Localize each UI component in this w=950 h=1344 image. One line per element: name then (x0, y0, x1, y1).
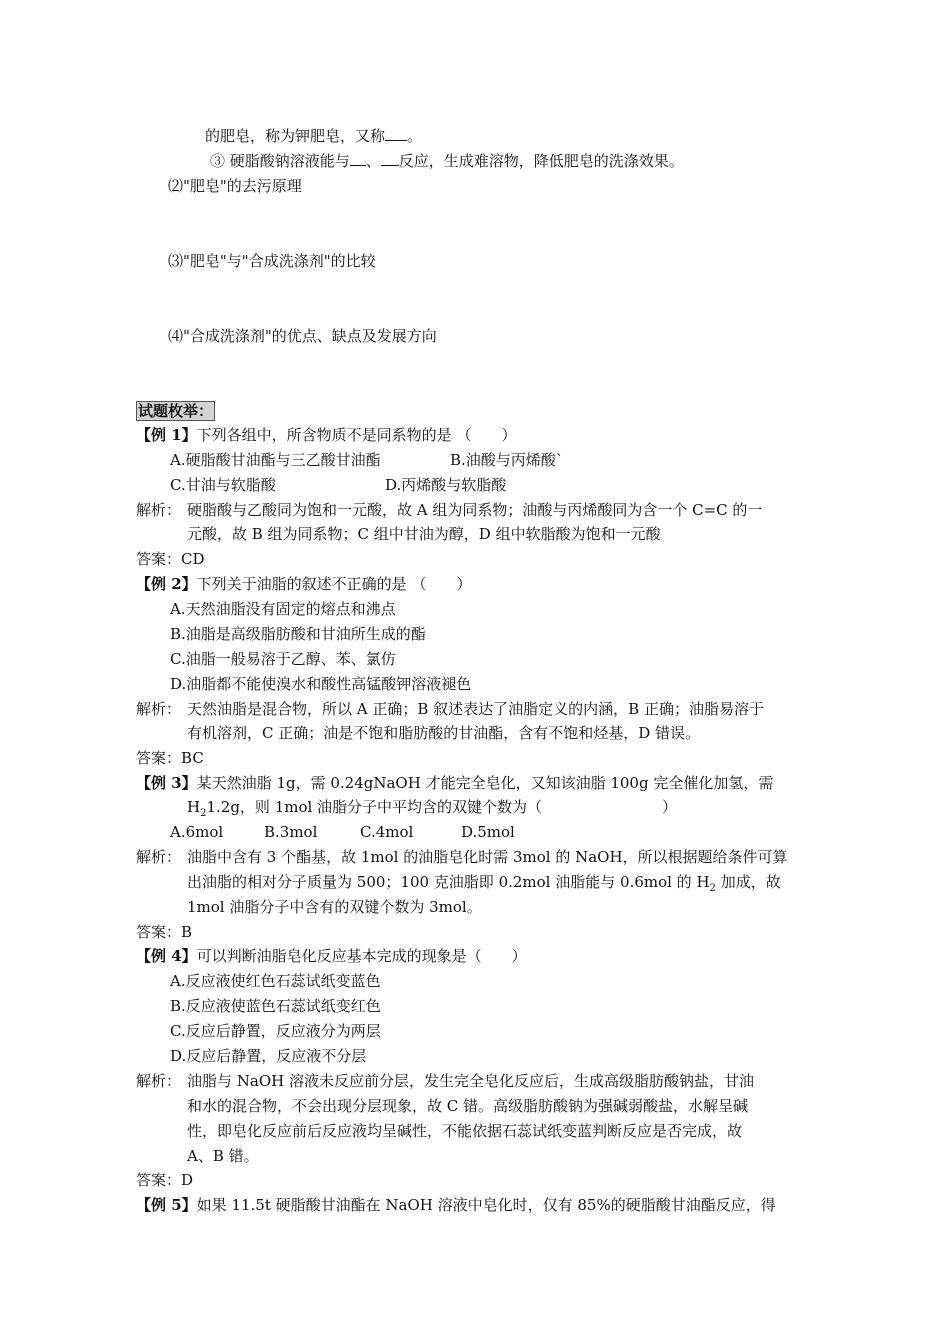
fill-blank (381, 151, 399, 166)
option-d: D.反应后静置，反应液不分层 (170, 1047, 367, 1065)
example-stem-text: 下列各组中，所含物质不是同系物的是 （ ） (196, 426, 517, 444)
analysis-text: 元酸，故 B 组为同系物；C 组中甘油为醇，D 组中软脂酸为饱和一元酸 (187, 525, 661, 543)
option-a: A.天然油脂没有固定的熔点和沸点 (170, 600, 396, 618)
intro-line-2 (210, 151, 684, 171)
answer-value: D (181, 1171, 194, 1189)
analysis-text: 和水的混合物，不会出现分层现象，故 C 错。高级脂肪酸钠为强碱弱酸盐，水解呈碱 (187, 1097, 749, 1115)
option-a: A.反应液使红色石蕊试纸变蓝色 (170, 972, 381, 990)
formula-h: H (187, 798, 201, 816)
analysis-text-part: 加成，故 (715, 873, 781, 891)
example-tag: 【例 5】 (136, 1196, 197, 1214)
answer-label: 答案： (136, 550, 182, 568)
fill-blank (385, 126, 407, 141)
analysis-text (187, 872, 781, 899)
option-c: C.油脂一般易溶于乙醇、苯、氯仿 (170, 650, 396, 668)
answer-value: CD (181, 550, 205, 568)
subscript: 2 (709, 883, 716, 894)
example-stem-text: 下列关于油脂的叙述不正确的是 （ ） (196, 575, 472, 593)
section-title-text: 试题枚举： (138, 402, 214, 420)
intro-text: 的肥皂，称为钾肥皂，又称 (205, 127, 386, 145)
option-d: D.5mol (461, 823, 515, 841)
option-b: B.反应液使蓝色石蕊试纸变红色 (170, 997, 381, 1015)
intro-text: 、 (365, 152, 381, 170)
analysis-label: 解析： (136, 501, 182, 519)
example-stem-text: 某天然油脂 1g，需 0.24gNaOH 才能完全皂化，又知该油脂 100g 完全催化加氢，需 (196, 774, 774, 792)
answer-label: 答案： (136, 1171, 182, 1189)
option-d: D.油脂都不能使溴水和酸性高锰酸钾溶液褪色 (170, 675, 472, 693)
example-stem-text: 可以判断油脂皂化反应基本完成的现象是（ ） (196, 947, 527, 965)
analysis-label: 解析： (136, 700, 182, 718)
intro-line-1 (205, 126, 422, 146)
analysis-text: 天然油脂是混合物，所以 A 正确；B 叙述表达了油脂定义的内涵，B 正确；油脂易溶于 (187, 700, 764, 718)
analysis-text: A、B 错。 (187, 1147, 259, 1165)
example-3-stem-cont (187, 797, 677, 824)
example-1-stem (136, 425, 516, 445)
question-3-heading: ⑶"肥皂"与"合成洗涤剂"的比较 (168, 252, 376, 270)
example-4-stem (136, 946, 527, 966)
option-a: A.硬脂酸甘油酯与三乙酸甘油酯 (170, 451, 381, 469)
example-stem-text: 1.2g，则 1mol 油脂分子中平均含的双键个数为（ ） (206, 798, 678, 816)
answer-line (136, 549, 205, 569)
option-a: A.6mol (170, 823, 224, 841)
answer-line (136, 922, 192, 942)
example-2-stem (136, 574, 471, 594)
option-c: C.甘油与软脂酸 (170, 476, 276, 494)
question-4-heading: ⑷"合成洗涤剂"的优点、缺点及发展方向 (168, 327, 437, 345)
intro-text: ③ 硬脂酸钠溶液能与 (210, 152, 350, 170)
option-b: B.油脂是高级脂肪酸和甘油所生成的酯 (170, 625, 426, 643)
answer-label: 答案： (136, 749, 182, 767)
analysis-text: 油脂与 NaOH 溶液未反应前分层，发生完全皂化反应后，生成高级脂肪酸钠盐，甘油 (187, 1072, 754, 1090)
example-tag: 【例 3】 (136, 774, 197, 792)
analysis-label: 解析： (136, 848, 182, 866)
example-tag: 【例 2】 (136, 575, 197, 593)
analysis-text: 有机溶剂，C 正确；油是不饱和脂肪酸的甘油酯，含有不饱和烃基，D 错误。 (187, 724, 701, 742)
answer-value: BC (181, 749, 204, 767)
option-c: C.反应后静置，反应液分为两层 (170, 1022, 381, 1040)
analysis-text: 性，即皂化反应前后反应液均呈碱性，不能依据石蕊试纸变蓝判断反应是否完成，故 (187, 1122, 743, 1140)
answer-line (136, 748, 204, 768)
option-b: B.油酸与丙烯酸` (450, 451, 564, 469)
option-d: D.丙烯酸与软脂酸 (385, 476, 507, 494)
section-title (136, 401, 215, 421)
subscript: 2 (200, 808, 207, 819)
example-5-stem (136, 1195, 776, 1215)
analysis-text-part: 出油脂的相对分子质量为 500；100 克油脂即 0.2mol 油脂能与 0.6mol 的 H (187, 873, 710, 891)
analysis-text: 油脂中含有 3 个酯基，故 1mol 的油脂皂化时需 3mol 的 NaOH，所以根据题给条件可算 (187, 848, 788, 866)
analysis-text: 1mol 油脂分子中含有的双键个数为 3mol。 (187, 898, 482, 916)
analysis-text: 硬脂酸与乙酸同为饱和一元酸，故 A 组为同系物；油酸与丙烯酸同为含一个 C=C 的一 (187, 501, 763, 519)
intro-text: 反应，生成难溶物，降低肥皂的洗涤效果。 (398, 152, 684, 170)
answer-label: 答案： (136, 923, 182, 941)
question-2-heading: ⑵"肥皂"的去污原理 (168, 177, 302, 195)
analysis-label: 解析： (136, 1072, 182, 1090)
option-b: B.3mol (264, 823, 318, 841)
example-3-stem (136, 773, 773, 793)
fill-blank (350, 151, 366, 166)
option-c: C.4mol (360, 823, 414, 841)
intro-text: 。 (407, 127, 423, 145)
answer-value: B (181, 923, 193, 941)
example-stem-text: 如果 11.5t 硬脂酸甘油酯在 NaOH 溶液中皂化时，仅有 85%的硬脂酸甘油酯反应，得 (196, 1196, 776, 1214)
example-tag: 【例 4】 (136, 947, 197, 965)
example-tag: 【例 1】 (136, 426, 197, 444)
answer-line (136, 1170, 193, 1190)
